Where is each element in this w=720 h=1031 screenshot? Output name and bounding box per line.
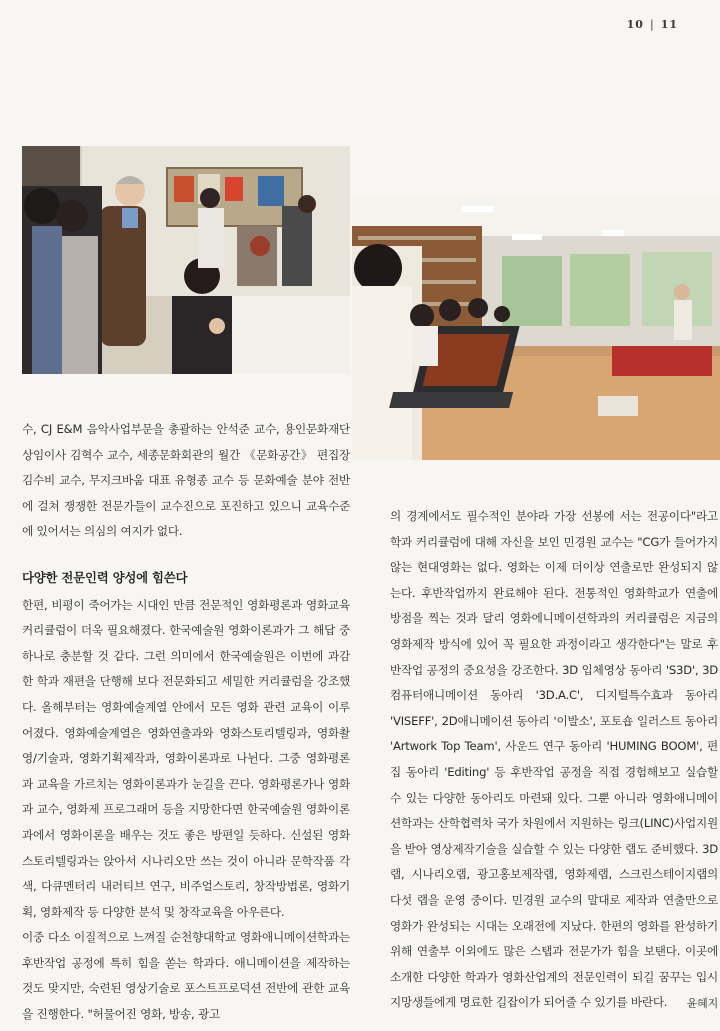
photo-professor-with-students (22, 146, 350, 374)
photo-classroom-laptops (352, 196, 720, 460)
article-intro-paragraph: 수, CJ E&M 음악사업부문을 총괄하는 안석준 교수, 용인문화재단 상임이사 김혁수 교수, 세종문화회관의 월간 《문화공간》 편집장 김수비 교수, 무지크바움 대표 유형종 교수 등 문화예술 분야 전반에 걸쳐 쟁쟁한 전문가들이 교수진으로 포진하고 있으니 교육수준에 있어서는 의심의 여지가 없다. (22, 422, 350, 539)
article-paragraph-3: 이중 다소 이질적으로 느껴질 순천향대학교 영화애니메이션학과는 후반작업 공정에 특히 힘을 쏟는 학과다. 애니메이션을 제작하는 것도 맞지만, 숙련된 영상기술로 포스트프로덕션 전반에 관한 교육을 진행한다. "허물어진 영화, 방송, 광고 (22, 930, 350, 1022)
article-author: 윤혜지 (686, 996, 718, 1010)
page-number-right: 11 (660, 18, 678, 31)
page-number: 10 | 11 (626, 18, 678, 31)
article-subheading: 다양한 전문인력 양성에 힘쓴다 (22, 569, 188, 585)
article-paragraph-3-continued: 의 경계에서도 필수적인 분야라 가장 선봉에 서는 전공이다"라고 학과 커리큘럼에 대해 자신을 보인 민경원 교수는 "CG가 들어가지 않는 현대영화는 없다. 영화는 이제 더이상 연출로만 완성되지 않는다. 후반작업까지 완료해야 된다. 전통적인 영화학교가 연출에 방점을 찍는 것과 달리 영화에니메이션학과의 커리큘럼은 지금의 영화제작 방식에 있어 꼭 필요한 과정이라고 생각한다"는 말로 후반작업 공정의 중요성을 강조한다. 3D 입체영상 동아리 'S3D', 3D 컴퓨터애니메이션 동아리 '3D.A.C', 디지털특수효과 동아리 'VISEFF', 2D애니메이션 동아리 '이발소', 포토숍 일러스트 동아리 'Artwork Top Team', 사운드 연구 동아리 'HUMING BOOM', 편집 동아리 'Editing' 등 후반작업 공정을 직접 경험해보고 실습할 수 있는 다양한 동아리도 마련돼 있다. 그뿐 아니라 영화애니메이션학과는 산학협력차 국가 차원에서 지원하는 링크(LINC)사업지원을 받아 영상제작기술을 실습할 수 있는 다양한 랩도 준비했다. 3D랩, 시나리오랩, 광고홍보제작랩, 영화제랩, 스크린스테이지랩의 다섯 랩을 운영 중이다. 민경원 교수의 말대로 제작과 연출만으로 영화가 완성되는 시대는 오래전에 지났다. 한편의 영화를 완성하기 위해 연출부 이외에도 많은 스탭과 전문가가 힘을 보탠다. 이곳에 소개한 다양한 학과가 영화산업계의 전문인력이 되길 꿈꾸는 입시지망생들에게 명료한 길잡이가 되어줄 수 있기를 바란다. (390, 509, 718, 1010)
article-paragraph-2: 한편, 비평이 죽어가는 시대인 만큼 전문적인 영화평론과 영화교육 커리큘럼이 더욱 필요해졌다. 한국예술원 영화이론과가 그 해답 중 하나로 충분할 것 같다. 그런 의미에서 한국예술원은 이번에 과감한 학과 재편을 단행해 보다 전문화되고 세밀한 커리큘럼을 강조했다. 올해부터는 영화예술계열 안에서 모든 영화 관련 교육이 이루어졌다. 영화예술계열은 영화연출과와 영화스토리텔링과, 영화촬영/기술과, 영화기획제작과, 영화이론과로 나뉜다. 그중 영화평론과 교육을 가르치는 영화이론과가 눈길을 끈다. 영화평론가나 영화과 교수, 영화제 프로그래머 등을 지망한다면 한국예술원 영화이론과에서 영화이론을 배우는 것도 좋은 방편일 듯하다. 신설된 영화스토리텔링과는 앉아서 시나리오만 쓰는 것이 아니라 문학작품 각색, 다큐멘터리 내러티브 연구, 비주얼스토리, 창작방법론, 영화기획, 영화제작 등 다양한 분석 및 창작교육을 아우른다. (22, 597, 350, 919)
article-column-right (390, 504, 718, 1016)
article-column-left (22, 417, 350, 1028)
page-number-left: 10 (626, 18, 644, 31)
